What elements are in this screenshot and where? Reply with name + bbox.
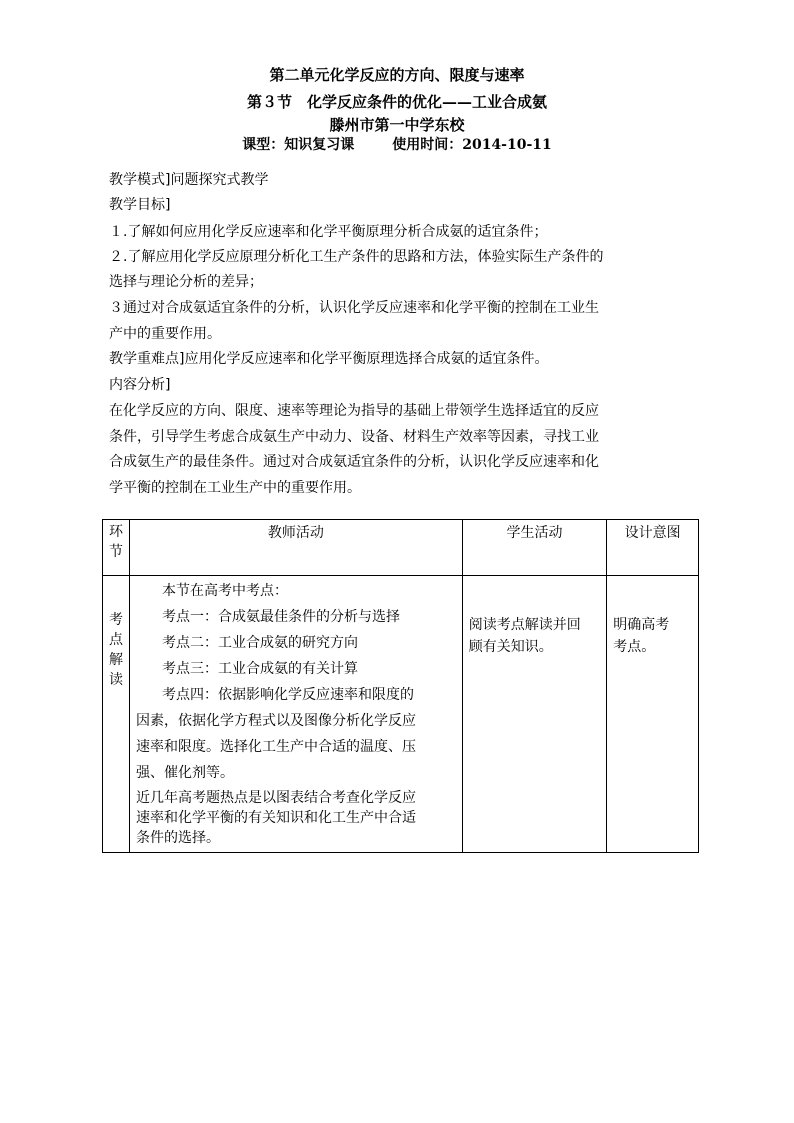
header-student: 学生活动	[462, 520, 607, 576]
teacher-intro: 本节在高考中考点：	[162, 583, 289, 599]
student-line-2: 顾有关知识。	[468, 639, 553, 655]
teaching-mode: 教学模式]问题探究式教学	[109, 172, 269, 188]
design-line-1: 明确高考	[613, 617, 670, 633]
school-name: 滕州市第一中学东校	[329, 116, 465, 134]
header-teacher: 教师活动	[130, 520, 463, 576]
header-stage-char: 环	[109, 524, 124, 540]
exam-point-4-line-4: 强、催化剂等。	[136, 765, 235, 781]
design-line-2: 考点。	[613, 639, 656, 655]
analysis-line-3: 合成氨生产的最佳条件。通过对合成氨适宜条件的分析，认识化学反应速率和化	[109, 454, 599, 470]
course-info-line	[0, 134, 794, 154]
goal-2-line-2: 选择与理论分析的差异；	[109, 274, 263, 290]
stage-char: 解	[109, 652, 124, 668]
key-points: 教学重难点]应用化学反应速率和化学平衡原理选择合成氨的适宜条件。	[109, 351, 549, 367]
content-analysis-label: 内容分析]	[109, 377, 171, 393]
stage-char: 点	[109, 632, 124, 648]
header-design: 设计意图	[607, 520, 699, 576]
analysis-line-4: 学平衡的控制在工业生产中的重要作用。	[109, 480, 361, 496]
hotspot-line-3: 条件的选择。	[136, 830, 221, 846]
table-header-row	[103, 520, 699, 576]
header-stage-char: 节	[109, 544, 124, 560]
goal-2-line-1: ２.了解应用化学反应原理分析化工生产条件的思路和方法，体验实际生产条件的	[109, 249, 604, 265]
exam-point-4-line-3: 速率和限度。选择化工生产中合适的温度、压	[136, 739, 417, 755]
unit-title: 第二单元化学反应的方向、限度与速率	[269, 66, 525, 84]
stage-char: 读	[109, 672, 124, 688]
design-intent-cell	[607, 576, 699, 853]
teaching-goals-label: 教学目标]	[109, 197, 171, 213]
hotspot-line-2: 速率和化学平衡的有关知识和化工生产中合适	[136, 810, 417, 826]
lesson-table	[102, 519, 699, 853]
header-stage	[103, 520, 130, 576]
exam-point-1: 考点一：合成氨最佳条件的分析与选择	[162, 609, 401, 625]
goal-3-line-2: 产中的重要作用。	[109, 326, 221, 342]
exam-point-2: 考点二：工业合成氨的研究方向	[162, 635, 359, 651]
stage-cell	[103, 576, 130, 853]
student-activity-cell	[462, 576, 607, 853]
hotspot-line-1: 近几年高考题热点是以图表结合考查化学反应	[136, 790, 417, 806]
section-title: 第３节 化学反应条件的优化——工业合成氨	[246, 93, 547, 111]
analysis-line-2: 条件，引导学生考虑合成氨生产中动力、设备、材料生产效率等因素，寻找工业	[109, 429, 599, 445]
exam-point-4-line-2: 因素，依据化学方程式以及图像分析化学反应	[136, 713, 417, 729]
analysis-line-1: 在化学反应的方向、限度、速率等理论为指导的基础上带领学生选择适宜的反应	[109, 403, 599, 419]
student-line-1: 阅读考点解读并回	[468, 617, 581, 633]
stage-char: 考	[109, 612, 124, 628]
hotspot-paragraph	[136, 788, 456, 848]
table-row	[103, 576, 699, 853]
goal-3-line-1: ３通过对合成氨适宜条件的分析，认识化学反应速率和化学平衡的控制在工业生	[109, 300, 599, 316]
teacher-activity-cell	[130, 576, 463, 853]
course-type: 课型：知识复习课	[242, 137, 355, 153]
goal-1: １.了解如何应用化学反应速率和化学平衡原理分析合成氨的适宜条件；	[109, 224, 548, 240]
exam-point-4-line-1: 考点四：依据影响化学反应速率和限度的	[162, 687, 415, 703]
use-time: 使用时间：2014-10-11	[392, 137, 552, 153]
exam-point-3: 考点三：工业合成氨的有关计算	[162, 661, 359, 677]
